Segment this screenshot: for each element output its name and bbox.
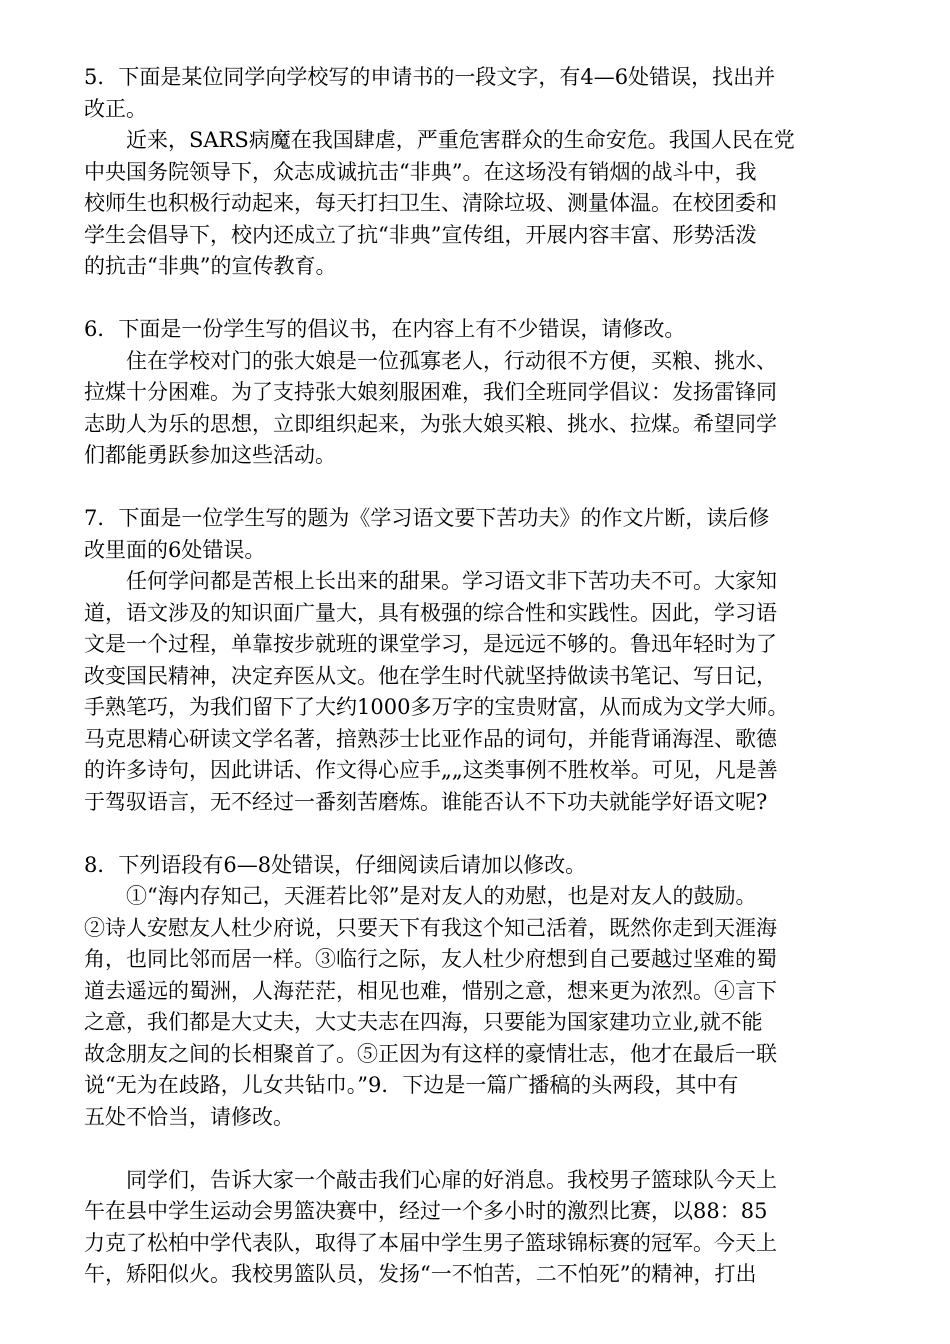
paragraph-line: ①“海内存知己，天涯若比邻”是对友人的劝慰，也是对友人的鼓励。	[126, 884, 757, 908]
question-9-passage	[84, 1165, 884, 1291]
paragraph-line: 同学们，告诉大家一个敲击我们心扉的好消息。我校男子篮球队今天上	[126, 1167, 777, 1192]
paragraph-line: 校师生也积极行动起来，每天打扫卫生、清除垃圾、测量体温。在校团委和	[84, 191, 777, 215]
paragraph-line: 马克思精心研读文学名著，揞熟莎士比亚作品的词句，并能背诵海涅、歌德	[84, 726, 777, 751]
paragraph-line: 的抗击“非典”的宣传教育。	[84, 254, 337, 278]
paragraph-line: 改变国民精神，决定弃医从文。他在学生时代就坚持做读书笔记、写日记，	[84, 663, 777, 688]
paragraph-line: 的许多诗句，因此讲话、作文得心应手„„这类事例不胜枚举。可见，凡是善	[84, 758, 778, 782]
paragraph-line: 故念朋友之间的长相聚首了。⑤正因为有这样的豪情壮志，他才在最后一联	[84, 1041, 777, 1066]
section-gap	[84, 818, 884, 850]
paragraph-line: 拉煤十分困难。为了支持张大娘刻服困难，我们全班同学倡议：发扬雷锋同	[84, 380, 777, 404]
question-prompt: 改正。	[84, 96, 147, 121]
paragraph-line: 角，也同比邻而居一样。③临行之际，友人杜少府想到自己要越过坚难的蜀	[84, 947, 777, 971]
paragraph-line: 住在学校对门的张大娘是一位孤寡老人，行动很不方便，买粮、挑水、	[126, 348, 777, 373]
paragraph-line: ②诗人安慰友人杜少府说，只要天下有我这个知己活着，既然你走到天涯海	[84, 915, 777, 940]
paragraph-line: 们都能勇跃参加这些活动。	[84, 443, 336, 467]
paragraph-line: 中央国务院领导下，众志成诚抗击“非典”。在这场没有销烟的战斗中，我	[84, 159, 757, 184]
paragraph-line: 道去遥远的蜀洲，人海茫茫，相见也难，惜别之意，想来更为浓烈。④言下	[84, 978, 777, 1003]
paragraph-line: 任何学问都是苦根上长出来的甜果。学习语文非下苦功夫不可。大家知	[126, 569, 777, 593]
paragraph-line: 力克了松柏中学代表队，取得了本届中学生男子篮球锦标赛的冠军。今天上	[84, 1230, 777, 1255]
paragraph-line: 志助人为乐的思想，立即组织起来，为张大娘买粮、挑水、拉煤。希望同学	[84, 411, 777, 436]
question-prompt: 5．下面是某位同学向学校写的申请书的一段文字，有4—6处错误，找出并	[84, 65, 776, 89]
paragraph-line: 之意，我们都是大丈夫，大丈夫志在四海，只要能为国家建功立业,就不能	[84, 1010, 763, 1034]
document-page	[84, 62, 884, 1291]
paragraph-line: 手熟笔巧，为我们留下了大约1000多万字的宝贵财富，从而成为文学大师。	[84, 695, 789, 719]
question-prompt: 7．下面是一位学生写的题为《学习语文要下苦功夫》的作文片断，读后修	[84, 506, 770, 530]
paragraph-line: 近来，SARS病魔在我国肆虐，严重危害群众的生命安危。我国人民在党	[126, 128, 795, 152]
question-8	[84, 850, 884, 1134]
question-prompt: 改里面的6处错误。	[84, 537, 266, 562]
paragraph-line: 午，矫阳似火。我校男篮队员，发扬“一不怕苦，二不怕死”的精神，打出	[84, 1262, 757, 1286]
paragraph-line: 说“无为在歧路，儿女共钻巾。”9．下边是一篇广播稿的头两段，其中有	[84, 1073, 739, 1097]
question-7	[84, 503, 884, 818]
section-gap	[84, 1133, 884, 1165]
question-5	[84, 62, 884, 283]
question-prompt: 8．下列语段有6—8处错误，仔细阅读后请加以修改。	[84, 852, 587, 877]
section-gap	[84, 283, 884, 315]
question-6	[84, 314, 884, 472]
paragraph-line: 学生会倡导下，校内还成立了抗“非典”宣传组，开展内容丰富、形势活泼	[84, 222, 757, 247]
paragraph-line: 于驾驭语言，无不经过一番刻苦磨炼。谁能否认不下功夫就能学好语文呢?	[84, 789, 768, 814]
paragraph-line: 道，语文涉及的知识面广量大，具有极强的综合性和实践性。因此，学习语	[84, 600, 777, 625]
section-gap	[84, 472, 884, 504]
paragraph-line: 五处不恰当，请修改。	[84, 1104, 294, 1129]
paragraph-line: 文是一个过程，单靠按步就班的课堂学习，是远远不够的。鲁迅年轻时为了	[84, 632, 777, 656]
question-prompt: 6．下面是一份学生写的倡议书，在内容上有不少错误，请修改。	[84, 317, 686, 341]
paragraph-line: 午在县中学生运动会男篮决赛中，经过一个多小时的激烈比赛，以88：85	[84, 1199, 768, 1223]
